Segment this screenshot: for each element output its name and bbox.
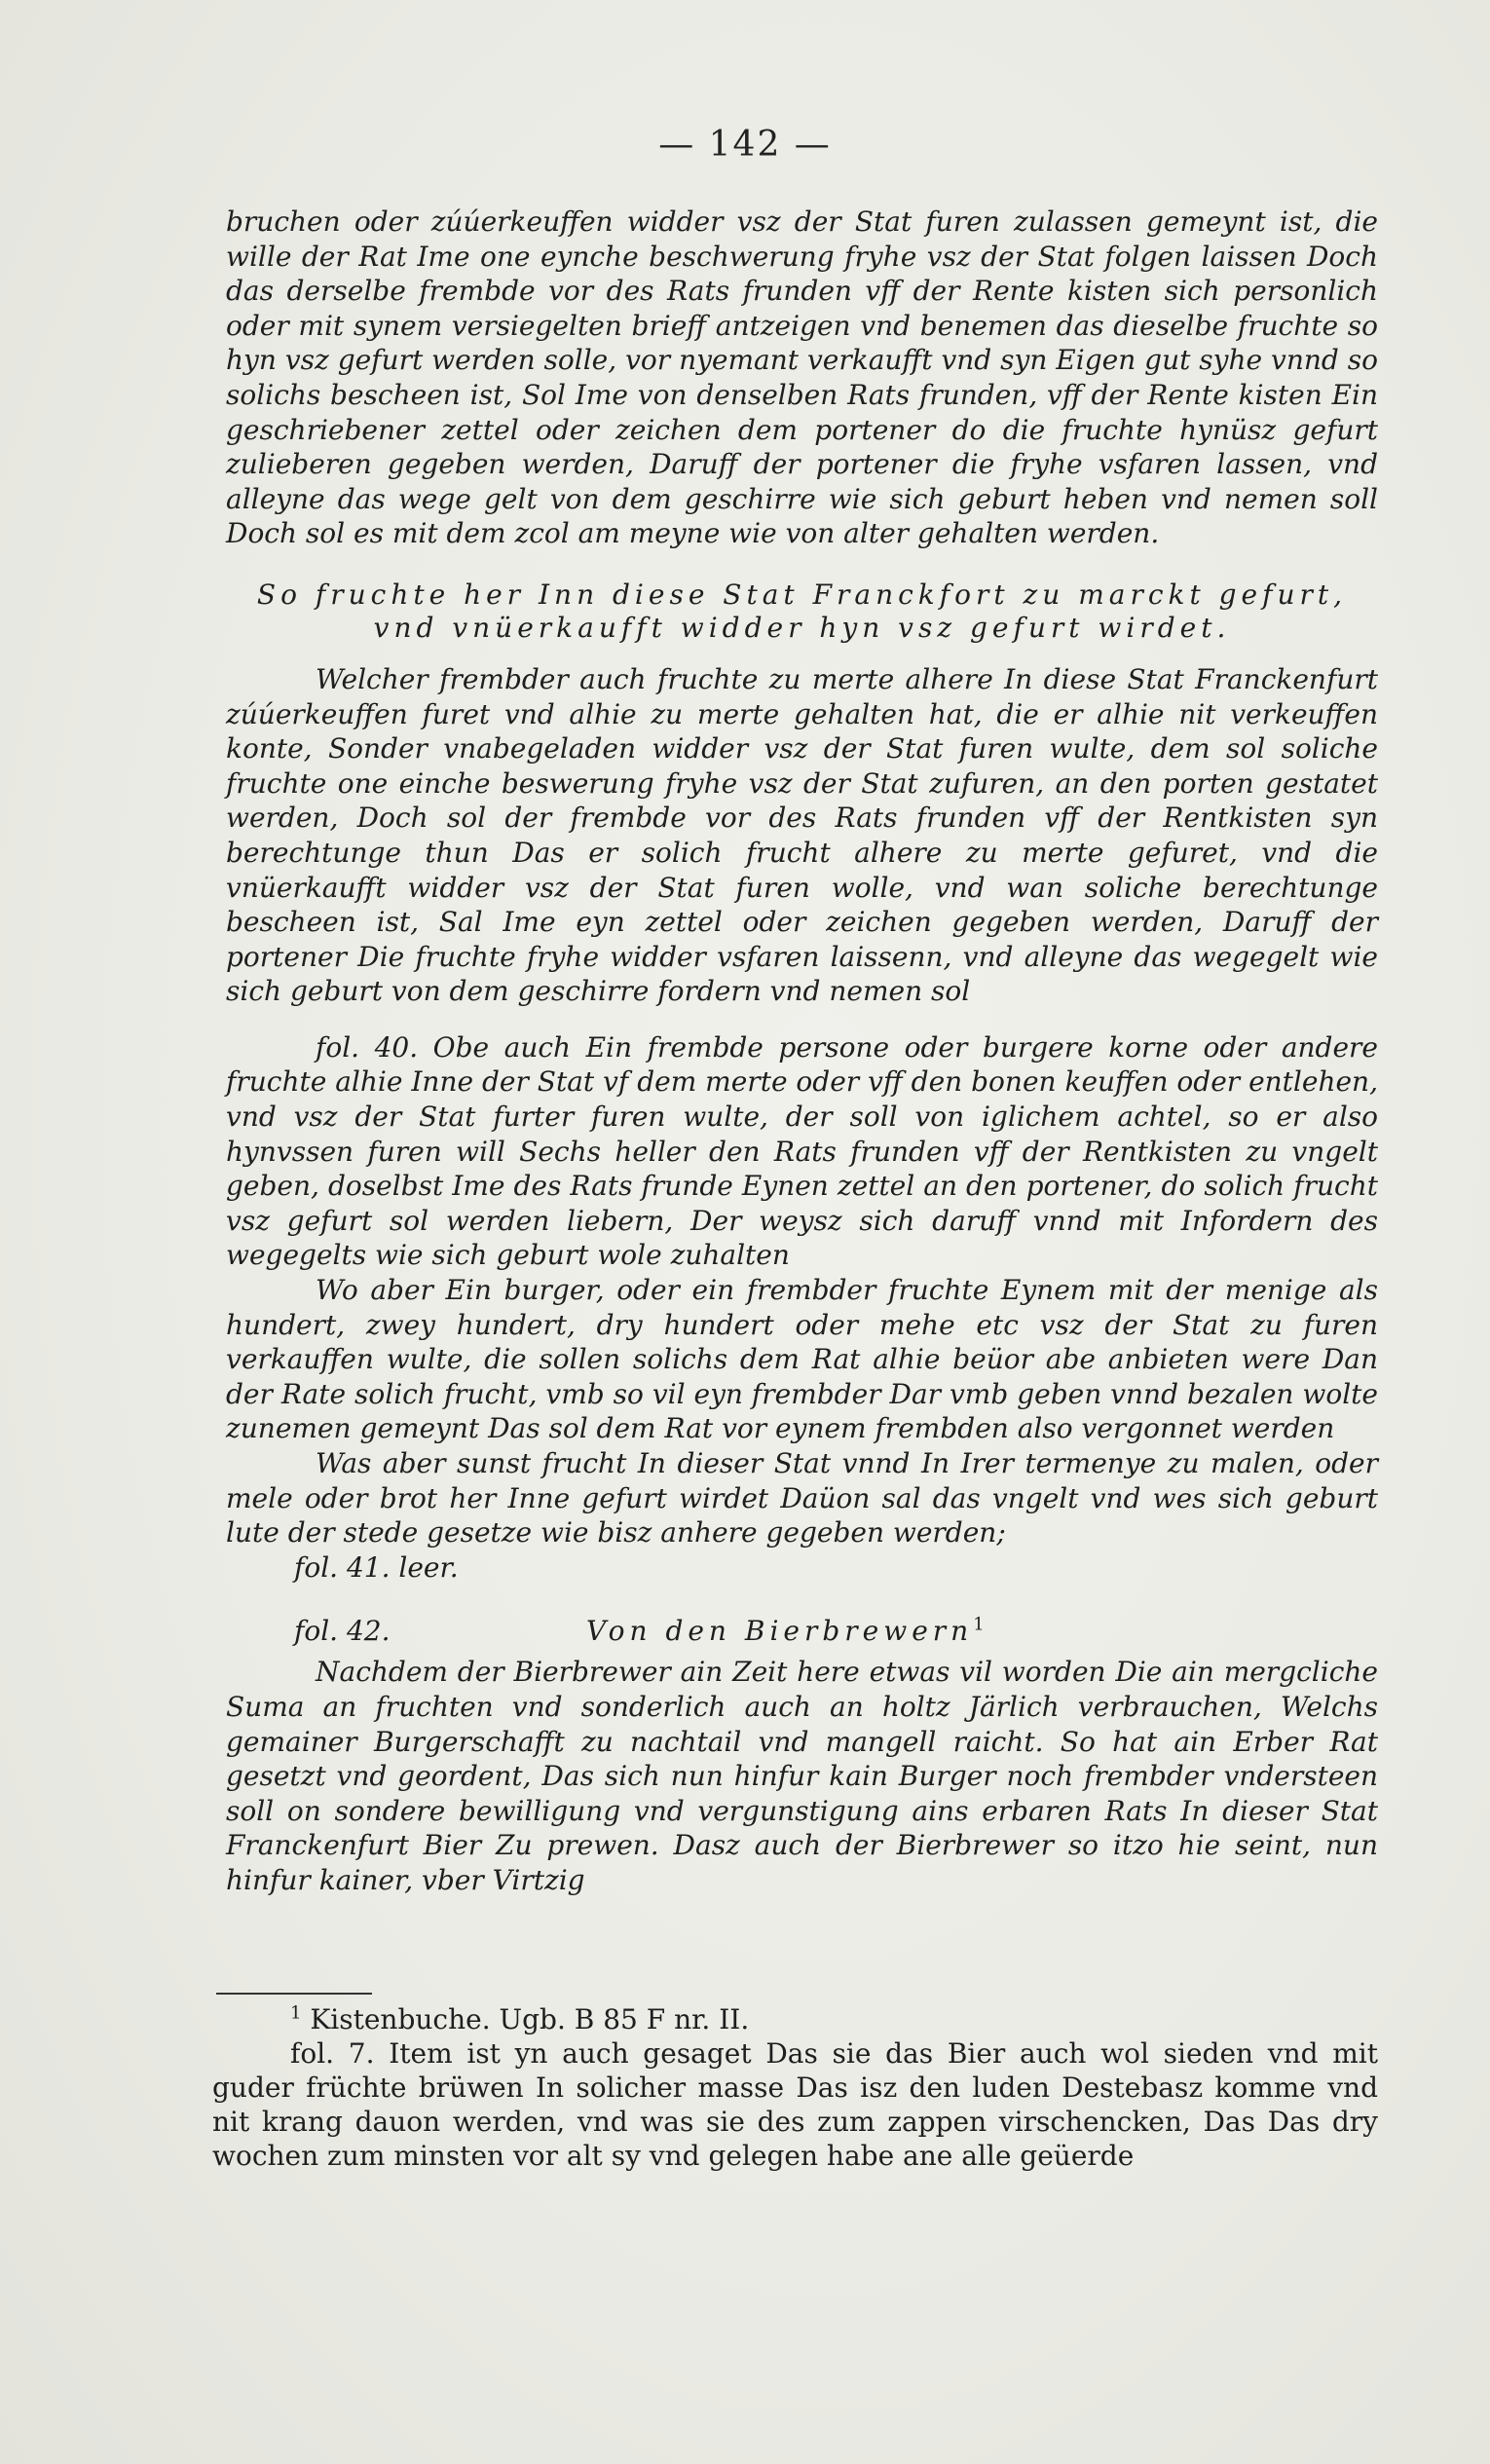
- paragraph-fol-40: fol. 40. Obe auch Ein frembde persone oder burgere korne oder andere fruchte alhie Inne der Stat vf dem merte oder vff den bonen keuffen oder entlehen, vnd vsz der Stat furter furen wulte, der soll von iglichem achtel, so er also hynvssen furen will Sechs heller den Rats frunden vff der Rentkisten zu vngelt geben, doselbst Ime des Rats frunde Eynen zettel an den portener, do solich frucht vsz gefurt sol werden liebern, Der weysz sich daruff vnnd mit Infordern des wegegelts wie sich geburt wole zuhalten: [226, 1030, 1378, 1272]
- paragraph-nachdem: Nachdem der Bierbrewer ain Zeit here etwas vil worden Die ain mergcliche Suma an fruchten vnd sonderlich auch an holtz Järlich verbrauchen, Welchs gemainer Burgerschafft zu nachtail vnd mangell raicht. So hat ain Erber Rat gesetzt vnd geordent, Das sich nun hinfur kain Burger noch frembder vndersteen soll on sondere bewilligung vnd vergunstigung ains erbaren Rats In dieser Stat Franckenfurt Bier Zu prewen. Dasz auch der Bierbrewer so itzo hie seint, nun hinfur kainer, vber Virtzig: [226, 1656, 1378, 1896]
- fol-40-block: [226, 1030, 1378, 1586]
- page-number: — 142 —: [658, 125, 832, 165]
- footnote-1: [212, 2002, 1378, 2036]
- section-title-bierbrewern: [586, 1614, 989, 1649]
- footnote-fol-7: fol. 7. Item ist yn auch gesaget Das sie das Bier auch wol sieden vnd mit guder früchte brüwen In solicher masse Das isz den luden Destebasz komme vnd nit krang dauon werden, vnd was sie des zum zappen virschencken, Das Das dry wochen zum minsten vor alt sy vnd gelegen habe ane alle geüerde: [212, 2037, 1378, 2172]
- paragraph-was-aber: Was aber sunst frucht In dieser Stat vnnd In Irer termenye zu malen, oder mele oder brot her Inne gefurt wirdet Daüon sal das vngelt vnd wes sich geburt lute der stede gesetze wie bisz anhere gegeben werden;: [226, 1447, 1378, 1549]
- footnote-1-mark: 1: [290, 2002, 302, 2024]
- paragraph-welcher: Welcher frembder auch fruchte zu merte alhere In diese Stat Franckenfurt zúúerkeuffen furet vnd alhie zu merte gehalten hat, die er alhie nit verkeuffen konte, Sonder vnabegeladen widder vsz der Stat furen wulte, dem sol soliche fruchte one einche beswerung fryhe vsz der Stat zufuren, an den porten gestatet werden, Doch sol der frembde vor des Rats frunden vff der Rentkisten syn berechtunge thun Das er solich frucht alhere zu merte gefuret, vnd die vnüerkaufft widder vsz der Stat furen wolle, vnd wan soliche berechtunge bescheen ist, Sal Ime eyn zettel oder zeichen gegeben werden, Daruff der portener Die fruchte fryhe widder vsfaren laissenn, vnd alleyne das wegegelt wie sich geburt von dem geschirre fordern vnd nemen sol: [226, 662, 1378, 1008]
- section-heading: So fruchte her Inn diese Stat Franckfort zu marckt gefurt, vnd vnüerkaufft widder hyn vsz gefurt wirdet.: [256, 578, 1348, 644]
- footnote-rule: [216, 1993, 372, 1995]
- fol-42-label: fol. 42.: [294, 1615, 391, 1648]
- paragraph-wo-aber: Wo aber Ein burger, oder ein frembder fruchte Eynem mit der menige als hundert, zwey hundert, dry hundert oder mehe etc vsz der Stat zu furen verkauffen wulte, die sollen solichs dem Rat alhie beüor abe anbieten were Dan der Rate solich frucht, vmb so vil eyn frembder Dar vmb geben vnnd bezalen wolte zunemen gemeynt Das sol dem Rat vor eynem frembden also vergonnet werden: [226, 1274, 1378, 1445]
- footnotes: [212, 2002, 1378, 2173]
- main-text: [226, 205, 1378, 1898]
- fol-42-heading: [226, 1614, 1378, 1649]
- footnote-1-text: Kistenbuche. Ugb. B 85 F nr. II.: [310, 2003, 750, 2035]
- paragraph-continuation: bruchen oder zúúerkeuffen widder vsz der Stat furen zulassen gemeynt ist, die wille der Rat Ime one eynche beschwerung fryhe vsz der Stat folgen laissen Doch das derselbe frembde vor des Rats frunden vff der Rente kisten sich personlich oder mit synem versiegelten brieff antzeigen vnd benemen das dieselbe fruchte so hyn vsz gefurt werden solle, vor nyemant verkaufft vnd syn Eigen gut syhe vnnd so solichs bescheen ist, Sol Ime von denselben Rats frunden, vff der Rente kisten Ein geschriebener zettel oder zeichen dem portener do die fruchte hynüsz gefurt zulieberen gegeben werden, Daruff der portener die fryhe vsfaren lassen, vnd alleyne das wege gelt von dem geschirre wie sich geburt heben vnd nemen soll Doch sol es mit dem zcol am meyne wie von alter gehalten werden.: [226, 205, 1378, 550]
- fol-41-note: fol. 41. leer.: [294, 1550, 459, 1584]
- footnote-ref: 1: [973, 1615, 989, 1636]
- title-text: Von den Bierbrewern: [586, 1615, 974, 1648]
